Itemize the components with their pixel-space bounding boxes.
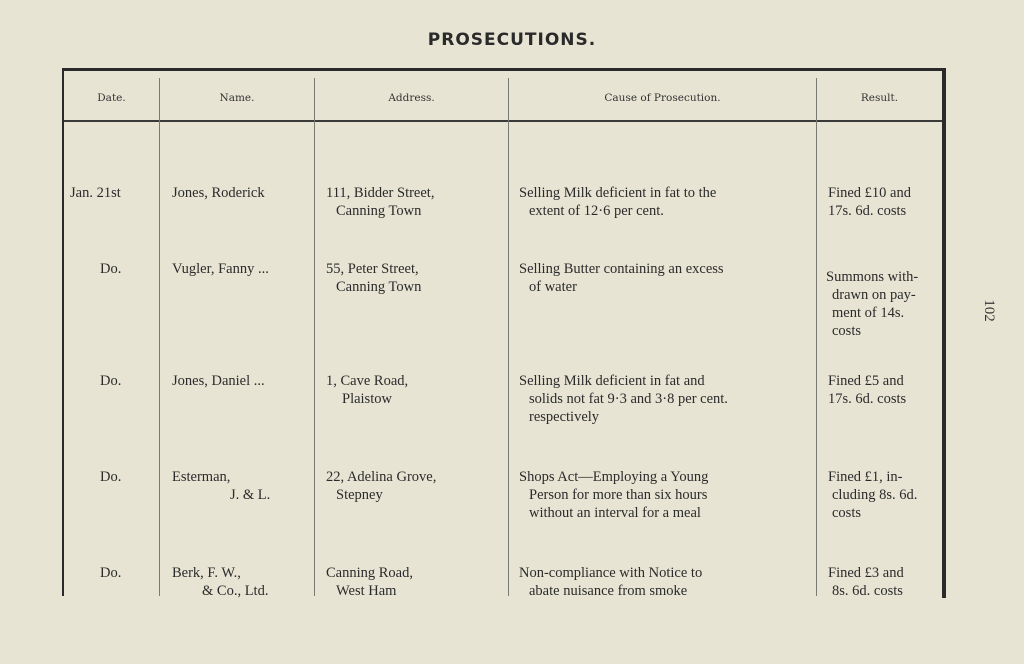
cause-line: extent of 12·6 per cent. <box>529 203 664 219</box>
page-title: PROSECUTIONS. <box>427 30 597 50</box>
cause-line: respectively <box>529 409 600 425</box>
name-line: & Co., Ltd. <box>202 583 269 599</box>
row-result <box>826 468 938 522</box>
cause-line: Shops Act—Employing a Young <box>519 469 709 485</box>
row-cause <box>519 468 804 522</box>
header-date: Date. <box>97 92 126 104</box>
result-line: 17s. 6d. costs <box>828 203 907 219</box>
result-line: costs <box>832 323 861 339</box>
address-line: Canning Town <box>336 279 422 295</box>
name-line: Berk, F. W., <box>172 565 241 581</box>
row-name <box>172 184 265 202</box>
address-line: Canning Town <box>336 203 422 219</box>
row-result <box>826 372 938 408</box>
column-divider-4 <box>816 78 817 596</box>
row-cause <box>519 184 804 220</box>
result-line: 8s. 6d. costs <box>832 583 903 599</box>
cause-line: without an interval for a meal <box>529 505 701 521</box>
column-divider-3 <box>508 78 509 596</box>
page-number: 102 <box>980 299 997 322</box>
result-line: costs <box>832 505 861 521</box>
cause-line: of water <box>529 279 577 295</box>
row-cause <box>519 564 804 600</box>
address-line: Canning Road, <box>326 565 413 581</box>
row-address <box>326 372 408 408</box>
address-line: 111, Bidder Street, <box>326 185 435 201</box>
row-date: Do. <box>100 469 122 485</box>
header-rule <box>64 120 942 122</box>
row-name <box>172 372 265 390</box>
cause-line: solids not fat 9·3 and 3·8 per cent. <box>529 391 728 407</box>
row-name <box>172 468 270 504</box>
column-divider-2 <box>314 78 315 596</box>
name-line: J. & L. <box>230 487 271 503</box>
table-right-border <box>942 68 946 598</box>
cause-line: abate nuisance from smoke <box>529 583 688 599</box>
address-line: 1, Cave Road, <box>326 373 409 389</box>
header-address: Address. <box>388 92 435 104</box>
result-line: ment of 14s. <box>832 305 905 321</box>
cause-line: Selling Butter containing an excess <box>519 261 724 277</box>
result-line: Fined £3 and <box>828 565 904 581</box>
header-result: Result. <box>860 92 899 104</box>
name-line: Vugler, Fanny ... <box>172 261 269 277</box>
name-line: Esterman, <box>172 469 231 485</box>
column-divider-1 <box>159 78 160 596</box>
address-line: 22, Adelina Grove, <box>326 469 437 485</box>
address-line: 55, Peter Street, <box>326 261 419 277</box>
row-name <box>172 260 269 278</box>
row-address <box>326 564 413 600</box>
result-line: Fined £1, in- <box>828 469 903 485</box>
result-line: Fined £5 and <box>828 373 904 389</box>
row-result <box>826 564 938 600</box>
row-address <box>326 468 436 504</box>
result-line: 17s. 6d. costs <box>828 391 907 407</box>
table-top-border <box>62 68 946 71</box>
result-line: drawn on pay- <box>832 287 916 303</box>
row-address <box>326 260 421 296</box>
row-result <box>826 184 938 220</box>
address-line: Plaistow <box>342 391 392 407</box>
name-line: Jones, Roderick <box>172 185 265 201</box>
result-line: Fined £10 and <box>828 185 911 201</box>
table-left-border <box>62 68 64 596</box>
header-cause: Cause of Prosecution. <box>604 92 721 104</box>
row-date: Do. <box>100 565 122 581</box>
row-date: Jan. 21st <box>70 185 121 201</box>
row-date: Do. <box>100 373 122 389</box>
result-line: cluding 8s. 6d. <box>832 487 918 503</box>
result-line: Summons with- <box>826 269 919 285</box>
cause-line: Non-compliance with Notice to <box>519 565 703 581</box>
name-line: Jones, Daniel ... <box>172 373 265 389</box>
row-cause <box>519 260 804 296</box>
row-address <box>326 184 434 220</box>
row-cause <box>519 372 804 426</box>
row-date: Do. <box>100 261 122 277</box>
cause-line: Selling Milk deficient in fat and <box>519 373 705 389</box>
cause-line: Selling Milk deficient in fat to the <box>519 185 717 201</box>
header-name: Name. <box>219 92 255 104</box>
row-result <box>826 268 938 340</box>
cause-line: Person for more than six hours <box>529 487 708 503</box>
address-line: Stepney <box>336 487 383 503</box>
address-line: West Ham <box>336 583 397 599</box>
row-name <box>172 564 268 600</box>
